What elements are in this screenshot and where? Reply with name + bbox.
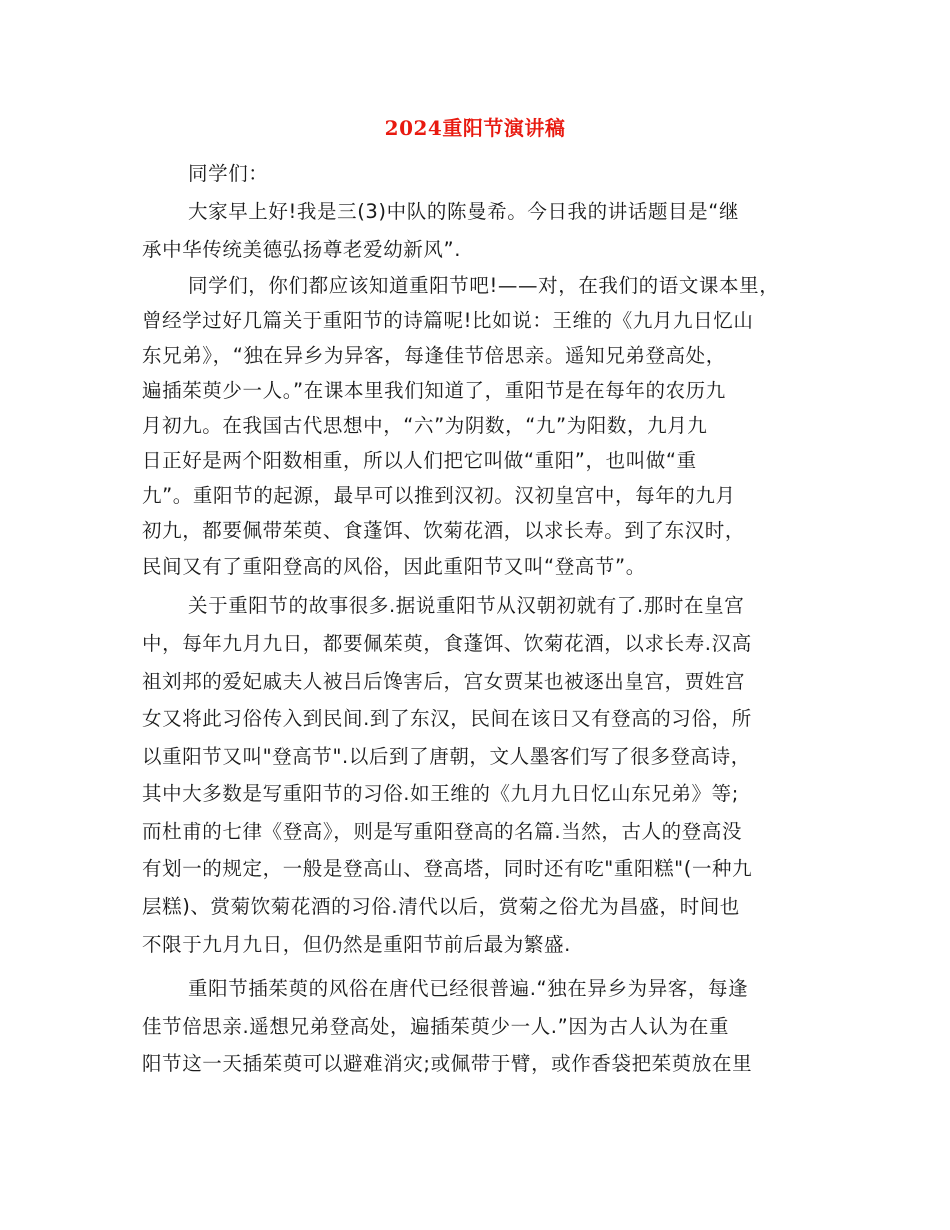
text-line: 月初九。在我国古代思想中，“六”为阴数，“九”为阳数，九月九	[142, 414, 708, 437]
text-line: 女又将此习俗传入到民间.到了东汉，民间在该日又有登高的习俗，所	[142, 707, 752, 730]
document-title: 2024重阳节演讲稿	[384, 116, 566, 140]
text-line: 遍插茱萸少一人。”在课本里我们知道了，重阳节是在每年的农历九	[142, 379, 726, 402]
text-line: 不限于九月九日，但仍然是重阳节前后最为繁盛.	[142, 933, 571, 956]
text-line: 初九，都要佩带茱萸、食蓬饵、饮菊花酒，以求长寿。到了东汉时，	[142, 519, 746, 542]
text-line: 以重阳节又叫"登高节".以后到了唐朝，文人墨客们写了很多登高诗，	[142, 745, 751, 768]
text-line: 其中大多数是写重阳节的习俗.如王维的《九月九日忆山东兄弟》等;	[142, 782, 739, 805]
text-line: 同学们，你们都应该知道重阳节吧!——对，在我们的语文课本里，	[188, 274, 780, 297]
text-line: 曾经学过好几篇关于重阳节的诗篇呢!比如说：王维的《九月九日忆山	[142, 309, 754, 332]
text-line: 阳节这一天插茱萸可以避难消灾;或佩带于臂，或作香袋把茱萸放在里	[142, 1052, 753, 1075]
text-line: 同学们：	[188, 162, 269, 185]
text-line: 承中华传统美德弘扬尊老爱幼新风”.	[142, 238, 462, 261]
text-line: 重阳节插茱萸的风俗在唐代已经很普遍.“独在异乡为异客，每逢	[188, 977, 749, 1000]
text-line: 关于重阳节的故事很多.据说重阳节从汉朝初就有了.那时在皇宫	[188, 594, 745, 617]
text-line: 而杜甫的七律《登高》，则是写重阳登高的名篇.当然，古人的登高没	[142, 820, 743, 843]
text-line: 大家早上好!我是三(3)中队的陈曼希。今日我的讲话题目是“继	[188, 200, 740, 223]
text-line: 东兄弟》，“独在异乡为异客，每逢佳节倍思亲。遥知兄弟登高处，	[142, 344, 726, 367]
text-line: 九”。重阳节的起源，最早可以推到汉初。汉初皇宫中，每年的九月	[142, 484, 736, 507]
text-line: 佳节倍思亲.遥想兄弟登高处，遍插茱萸少一人.”因为古人认为在重	[142, 1015, 730, 1038]
text-line: 祖刘邦的爱妃戚夫人被吕后馋害后，宫女贾某也被逐出皇宫，贾姓宫	[142, 670, 746, 693]
text-line: 日正好是两个阳数相重，所以人们把它叫做“重阳”，也叫做“重	[142, 449, 697, 472]
text-line: 民间又有了重阳登高的风俗，因此重阳节又叫“登高节”。	[142, 555, 646, 578]
text-line: 有划一的规定，一般是登高山、登高塔，同时还有吃"重阳糕"(一种九	[142, 857, 753, 880]
text-line: 中，每年九月九日，都要佩茱萸，食蓬饵、饮菊花酒，以求长寿.汉高	[142, 632, 752, 655]
text-line: 层糕)、赏菊饮菊花酒的习俗.清代以后，赏菊之俗尤为昌盛，时间也	[142, 895, 740, 918]
